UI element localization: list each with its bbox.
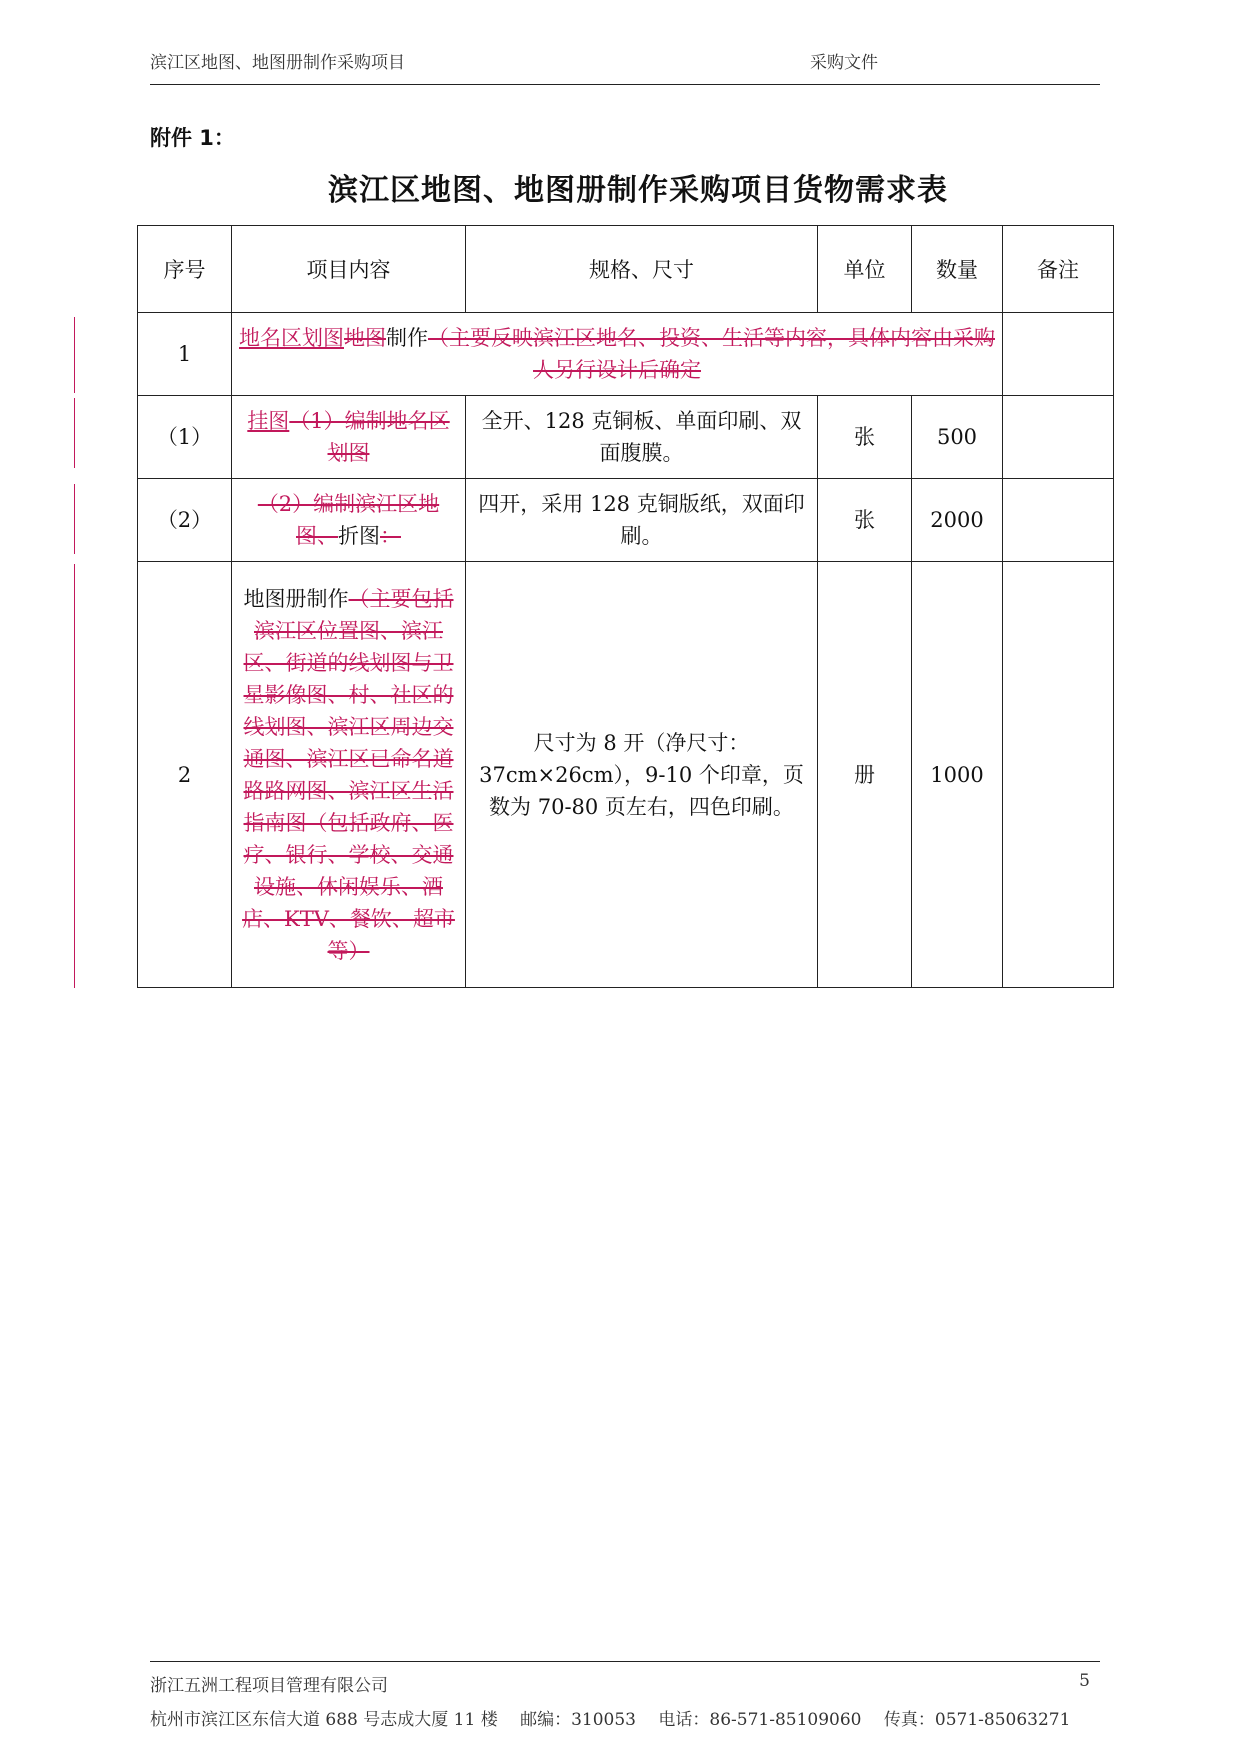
inserted-text: 挂图	[247, 409, 290, 433]
deleted-text: （主要包括滨江区位置图、滨江区、街道的线划图与卫星影像图、村、社区的线划图、滨江区周边交通图、滨江区已命名道路路网图、滨江区生活指南图（包括政府、医疗、银行、学校、交通设施、休闲娱乐、酒店、KTV、餐饮、超市等）	[242, 586, 455, 963]
change-bar	[74, 398, 75, 468]
change-bar	[74, 564, 75, 988]
col-header-unit: 单位	[818, 226, 912, 313]
row-remark	[1003, 562, 1114, 988]
document-title: 滨江区地图、地图册制作采购项目货物需求表	[328, 173, 948, 208]
content-text: 地图册制作	[243, 586, 349, 611]
col-header-no: 序号	[138, 226, 232, 313]
page-number: 5	[1079, 1671, 1090, 1691]
row-content	[232, 313, 1003, 396]
deleted-text: （2）编制滨江区地图、	[257, 492, 440, 548]
table-row	[138, 479, 1114, 562]
table-header-row	[138, 226, 1114, 313]
col-header-content: 项目内容	[232, 226, 466, 313]
deleted-text: 地图	[344, 326, 386, 350]
row-remark	[1003, 313, 1114, 396]
page-header	[150, 44, 1100, 85]
header-doc-type: 采购文件	[810, 53, 878, 73]
deleted-text: ：	[380, 524, 401, 548]
row-content	[232, 479, 466, 562]
row-content	[232, 562, 466, 988]
row-no: （2）	[138, 479, 232, 562]
row-spec: 全开、128 克铜板、单面印刷、双面腹膜。	[466, 396, 818, 479]
row-qty: 2000	[912, 479, 1003, 562]
row-unit: 张	[818, 479, 912, 562]
row-no: 1	[138, 313, 232, 396]
table-row	[138, 313, 1114, 396]
change-bar	[74, 484, 75, 554]
col-header-qty: 数量	[912, 226, 1003, 313]
deleted-text: （主要反映滨江区地名、投资、生活等内容，具体内容由采购人另行设计后确定	[428, 326, 995, 382]
row-content	[232, 396, 466, 479]
content-text: 制作	[386, 326, 428, 350]
col-header-remark: 备注	[1003, 226, 1114, 313]
table-row	[138, 396, 1114, 479]
footer-address: 杭州市滨江区东信大道 688 号志成大厦 11 楼 邮编：310053 电话：86-571-85109060 传真：0571-85063271	[150, 1710, 1071, 1730]
row-spec: 四开，采用 128 克铜版纸，双面印刷。	[466, 479, 818, 562]
row-remark	[1003, 396, 1114, 479]
footer-company: 浙江五洲工程项目管理有限公司	[150, 1676, 388, 1696]
page-footer	[150, 1661, 1100, 1730]
content-text: 折图	[338, 524, 380, 548]
row-no: （1）	[138, 396, 232, 479]
inserted-text: 地名区划图	[239, 326, 344, 350]
row-remark	[1003, 479, 1114, 562]
row-no: 2	[138, 562, 232, 988]
change-bar	[74, 317, 75, 393]
requirements-table	[137, 225, 1114, 988]
table-row	[138, 562, 1114, 988]
deleted-text: （1）编制地名区划图	[289, 409, 450, 465]
attachment-label: 附件 1：	[150, 126, 235, 150]
row-qty: 1000	[912, 562, 1003, 988]
row-unit: 册	[818, 562, 912, 988]
row-qty: 500	[912, 396, 1003, 479]
header-project-name: 滨江区地图、地图册制作采购项目	[150, 53, 405, 73]
row-spec: 尺寸为 8 开（净尺寸：37cm×26cm），9-10 个印章，页数为 70-80 页左右，四色印刷。	[466, 562, 818, 988]
col-header-spec: 规格、尺寸	[466, 226, 818, 313]
row-unit: 张	[818, 396, 912, 479]
